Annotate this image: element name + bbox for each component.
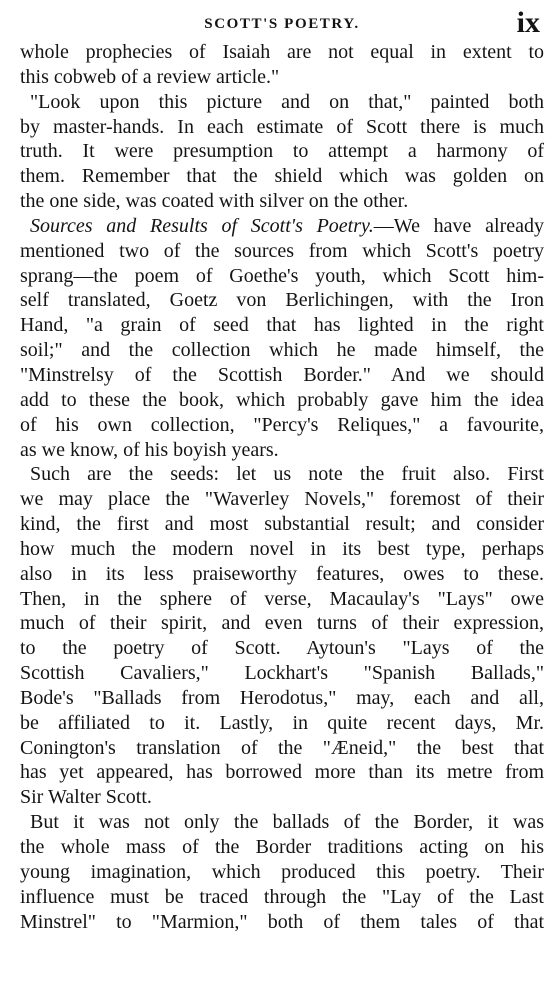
line-text: influence must be traced through the "Lay of the Last [20,885,544,908]
text-line [20,860,544,885]
line-text: Hand, "a grain of seed that has lighted in the right [20,314,544,337]
line-text: self translated, Goetz von Berlichingen, with the Iron [20,289,544,312]
line-text: to the poetry of Scott. Aytoun's "Lays of the [20,637,544,660]
text-line [20,661,544,686]
line-text: kind, the first and most substantial result; and consider [20,513,544,536]
line-text: the one side, was coated with silver on the other. [20,190,409,213]
text-line [20,562,544,587]
line-text: by master-hands. In each estimate of Scott there is much [20,115,544,138]
text-line [20,313,544,338]
text-line [20,711,544,736]
text-line [20,438,544,463]
text-line [20,835,544,860]
text-line [20,90,544,115]
line-text: how much the modern novel in its best type, perhaps [20,537,544,560]
line-text: much of their spirit, and even turns of their expression, [20,612,544,635]
line-text: Scottish Cavaliers," Lockhart's "Spanish Ballads," [20,662,544,685]
line-text: truth. It were presumption to attempt a harmony of [20,140,544,163]
text-line [20,388,544,413]
page-number: ix [516,6,540,39]
line-text: this cobweb of a review article." [20,65,280,88]
line-text: Then, in the sphere of verse, Macaulay's "Lays" owe [20,587,544,610]
text-line [20,760,544,785]
text-line [20,686,544,711]
body-text [20,40,544,934]
text-line [20,115,544,140]
text-line [20,785,544,810]
section-heading: Sources and Results of Scott's Poetry. [30,214,374,237]
text-line [20,363,544,388]
line-text: "Minstrelsy of the Scottish Border." And we should [20,363,544,386]
text-line [20,338,544,363]
line-text: also in its less praiseworthy features, owes to these. [20,562,544,585]
line-text: Sir Walter Scott. [20,786,152,809]
text-line [20,636,544,661]
line-text: we may place the "Waverley Novels," foremost of their [20,488,544,511]
line-text: Conington's translation of the "Æneid," the best that [20,736,544,759]
text-line [20,214,544,239]
running-title: SCOTT'S POETRY. [204,16,360,32]
line-text: has yet appeared, has borrowed more than its metre from [20,761,544,784]
text-line [20,413,544,438]
text-line [20,885,544,910]
text-line [20,164,544,189]
text-line [20,139,544,164]
line-text: Such are the seeds: let us note the fruit also. First [30,463,544,486]
line-text: of his own collection, "Percy's Reliques," a favourite, [20,413,544,436]
line-text: them. Remember that the shield which was golden on [20,165,544,188]
text-line [20,736,544,761]
text-line [20,537,544,562]
text-line [20,264,544,289]
text-line [20,239,544,264]
text-line [20,512,544,537]
line-text: Bode's "Ballads from Herodotus," may, each and all, [20,686,544,709]
book-page [20,6,544,934]
line-text: —We have already [373,214,544,237]
text-line [20,810,544,835]
line-text: add to these the book, which probably gave him the idea [20,388,544,411]
text-line [20,65,544,90]
line-text: Minstrel" to "Marmion," both of them tales of that [20,910,544,933]
line-text: the whole mass of the Border traditions acting on his [20,836,544,858]
text-line [20,611,544,636]
text-line [20,189,544,214]
line-text: sprang—the poem of Goethe's youth, which Scott him- [20,264,544,287]
line-text: soil;" and the collection which he made himself, the [20,339,544,362]
line-text: "Look upon this picture and on that," painted both [30,90,544,113]
text-line [20,40,544,65]
line-text: as we know, of his boyish years. [20,438,279,461]
text-line [20,487,544,512]
text-line [20,288,544,313]
line-text: mentioned two of the sources from which Scott's poetry [20,239,544,262]
line-text: be affiliated to it. Lastly, in quite recent days, Mr. [20,711,544,734]
line-text: But it was not only the ballads of the Border, it was [30,811,544,834]
text-line [20,587,544,612]
line-text: young imagination, which produced this poetry. Their [20,860,544,883]
line-text: whole prophecies of Isaiah are not equal in extent to [20,41,544,63]
running-head [20,6,544,40]
text-line [20,910,544,935]
text-line [20,462,544,487]
